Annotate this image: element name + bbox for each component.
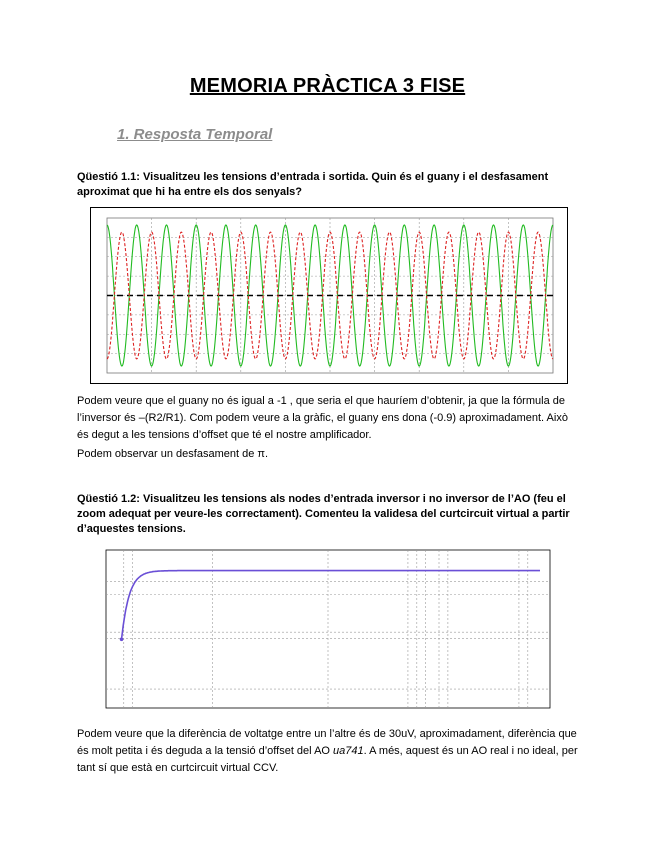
answer-1-2-paragraph [77, 726, 582, 777]
answer-1-1-paragraph: Podem veure que el guany no és igual a -1 , que seria el que hauríem d’obtenir, ja que la fórmula de l’inversor és –(R2/R1). Com podem veure a la gràfic, el guany ens dona (-0.9) aproximadament. Això és degut a les tensions d’offset que té el nostre amplificador. [77, 395, 568, 441]
page-title: MEMORIA PRÀCTICA 3 FISE [189, 75, 466, 97]
figure-input-output-voltages [90, 207, 568, 384]
question-1-1: Qüestió 1.1: Visualitzeu les tensions d’entrada i sortida. Quin és el guany i el desfasament aproximat que hi ha entre els dos senyals? [77, 171, 549, 198]
question-1-2: Qüestió 1.2: Visualitzeu les tensions als nodes d’entrada inversor i no inversor de l’AO (feu el zoom adequat per veure-les correctament). Comenteu la validesa del curtcircuit virtual a partir d’aquestes tensions. [77, 493, 570, 535]
plot-frame [106, 550, 550, 708]
series-node-voltage-line [122, 571, 541, 640]
op-amp-model: ua741 [333, 745, 364, 757]
series-start-point [120, 638, 124, 642]
answer-1-1-phase: Podem observar un desfasament de π. [77, 448, 269, 460]
answer-1-2-text-a: Podem veure que la diferència de voltatge entre un l’altre és de 30uV, aproximadament, diferència que és molt petita i és deguda a la tensió d’offset del AO [77, 728, 577, 757]
answer-1-2-text-b: . A més, aquest és un AO real i no ideal, per tant sí que està en curtcircuit virtual CCV. [77, 745, 578, 774]
figure-node-voltages [98, 546, 558, 714]
section-heading: 1. Resposta Temporal [117, 126, 273, 143]
